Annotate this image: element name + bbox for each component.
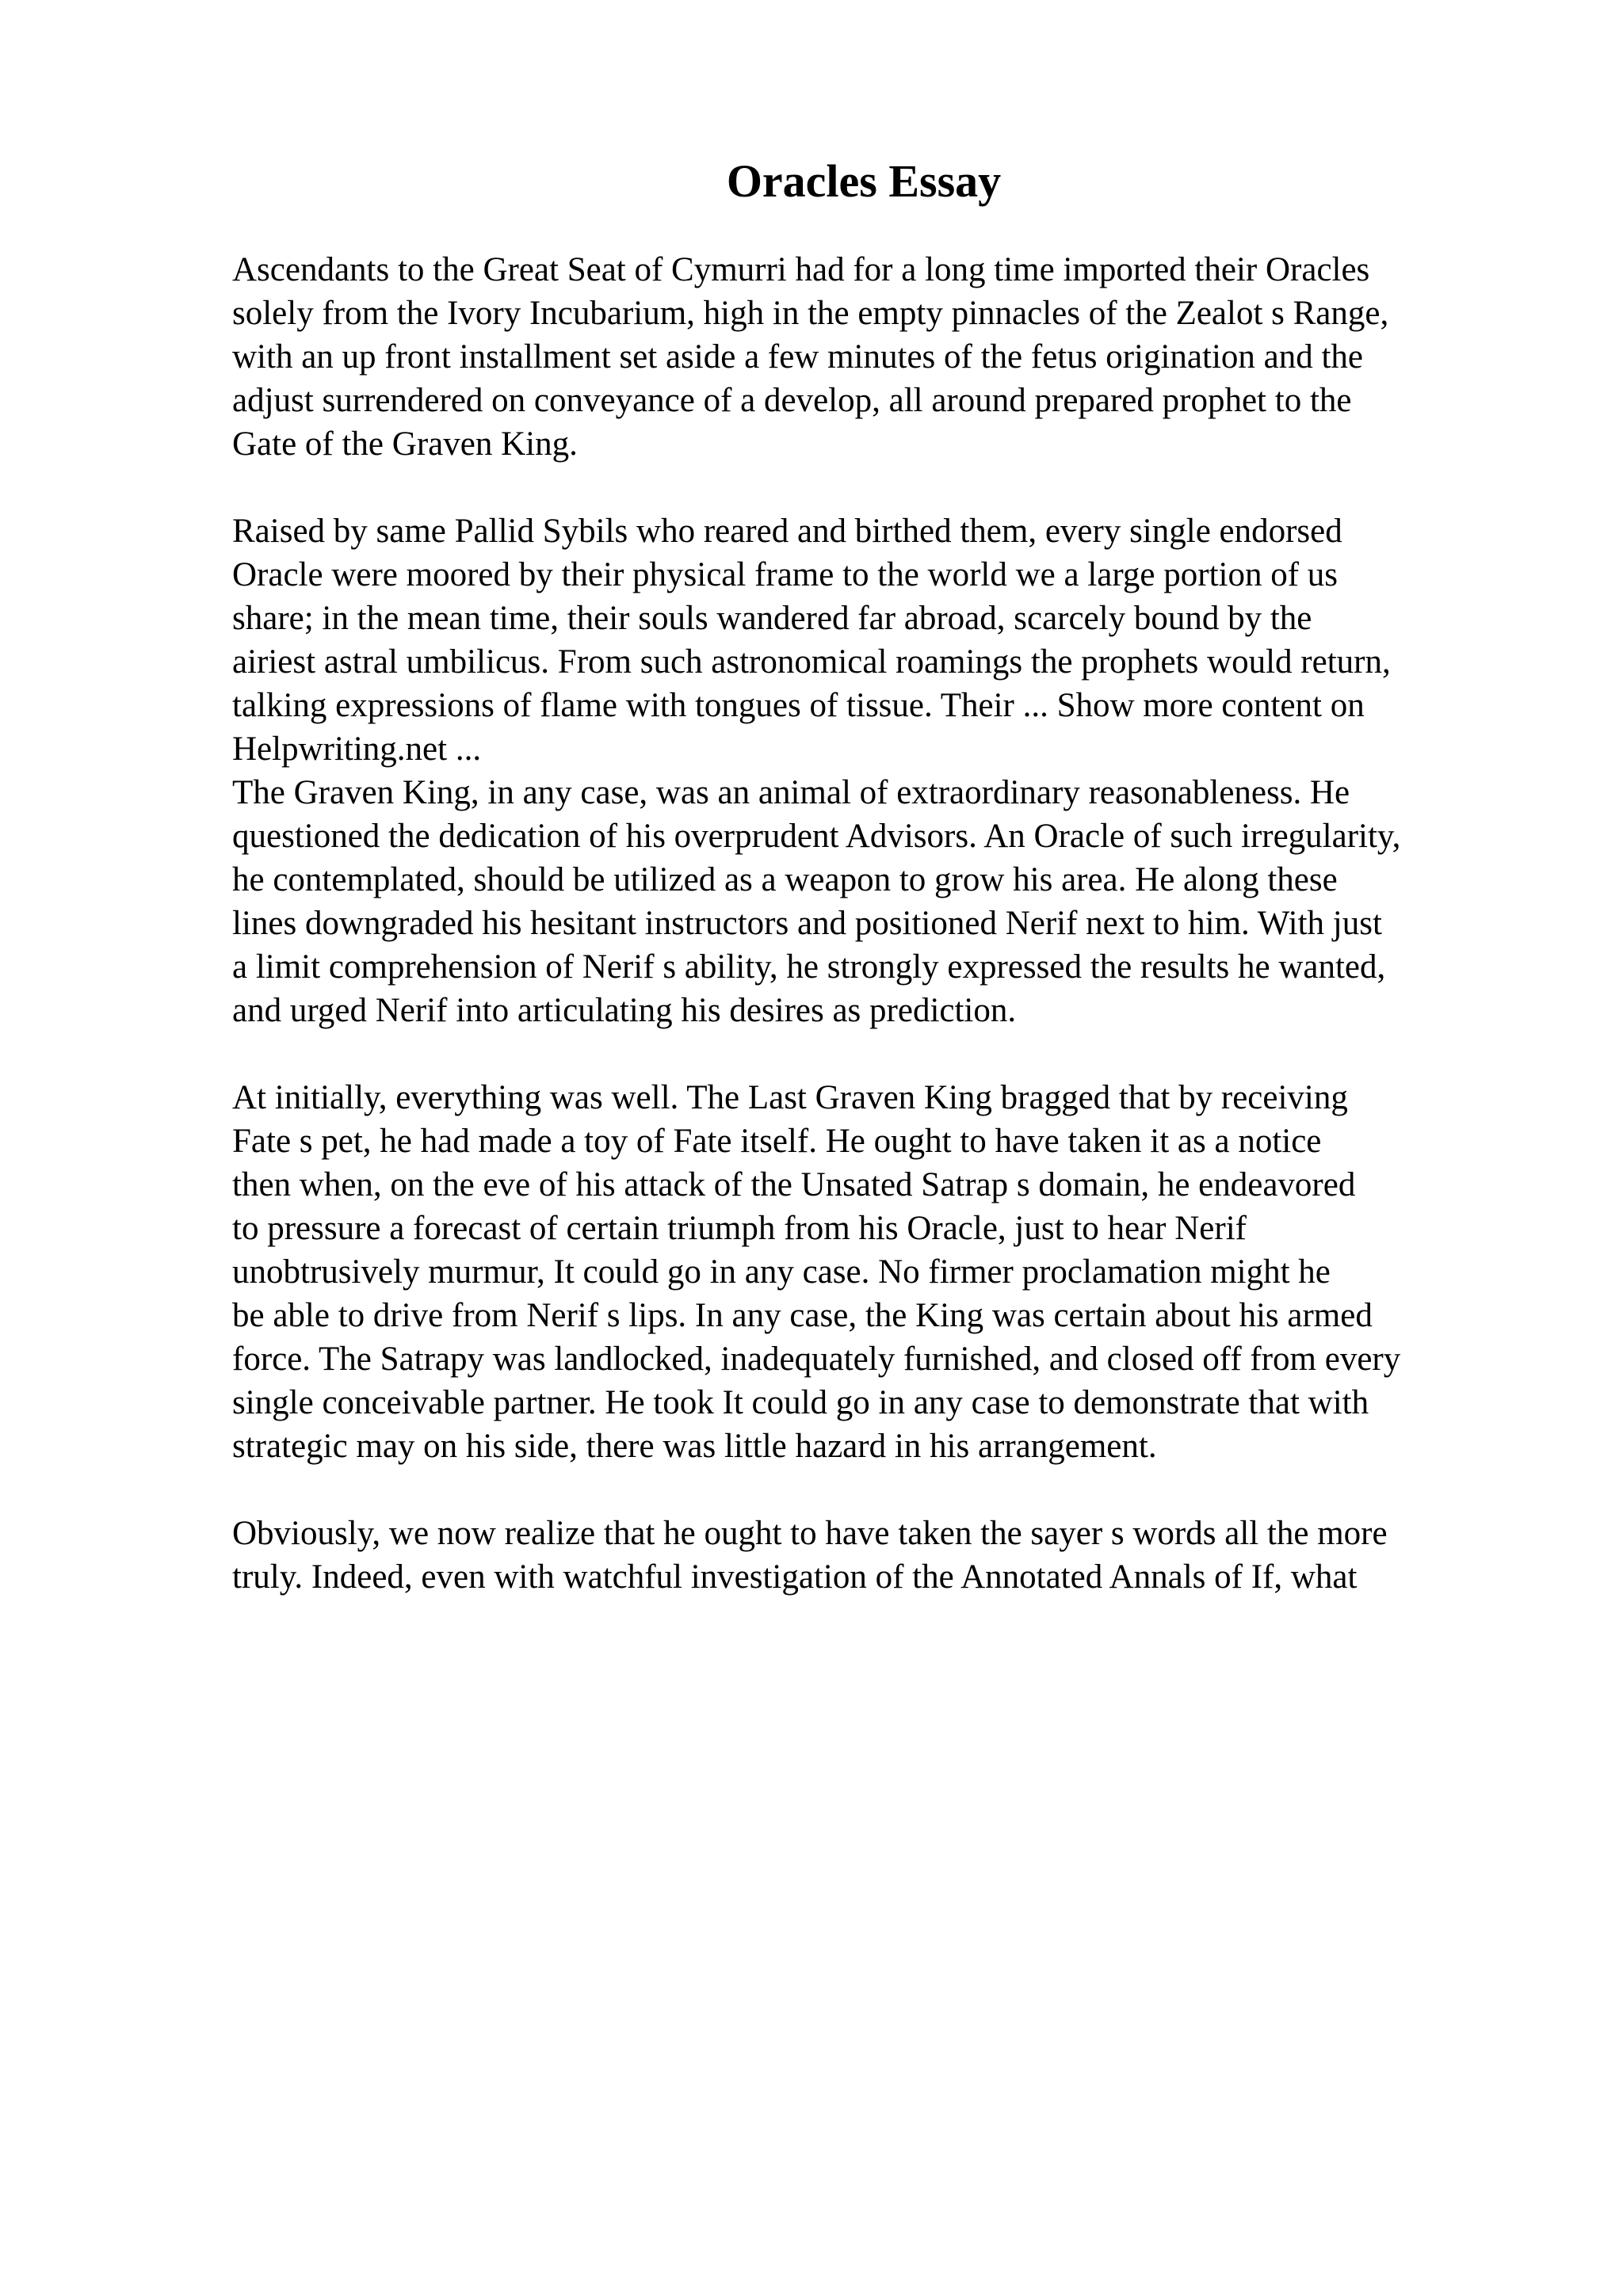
text-line: Obviously, we now realize that he ought to have taken the sayer s words all the more: [232, 1515, 1388, 1552]
text-line: be able to drive from Nerif s lips. In any case, the King was certain about his armed: [232, 1297, 1373, 1334]
text-line: truly. Indeed, even with watchful investigation of the Annotated Annals of If, what: [232, 1558, 1358, 1596]
text-line: then when, on the eve of his attack of the Unsated Satrap s domain, he endeavored: [232, 1166, 1356, 1203]
text-line: a limit comprehension of Nerif s ability, he strongly expressed the results he wanted,: [232, 948, 1386, 986]
text-line: and urged Nerif into articulating his desires as prediction.: [232, 992, 1017, 1029]
document-title: Oracles Essay: [726, 155, 1002, 207]
paragraph-3: [232, 771, 1516, 1032]
text-line: he contemplated, should be utilized as a weapon to grow his area. He along these: [232, 861, 1338, 898]
paragraph-5: [232, 1512, 1516, 1599]
paragraph-1: [232, 248, 1516, 466]
paragraph-2: [232, 509, 1516, 771]
text-line: single conceivable partner. He took It could go in any case to demonstrate that with: [232, 1384, 1369, 1421]
paragraph-4: [232, 1076, 1516, 1468]
text-line: Oracle were moored by their physical frame to the world we a large portion of us: [232, 556, 1338, 593]
text-line: lines downgraded his hesitant instructors and positioned Nerif next to him. With just: [232, 905, 1382, 942]
text-line: talking expressions of flame with tongues of tissue. Their ... Show more content on: [232, 687, 1365, 724]
paragraph-gap: [232, 1032, 1516, 1076]
text-line: airiest astral umbilicus. From such astronomical roamings the prophets would return,: [232, 643, 1391, 681]
text-line: with an up front installment set aside a few minutes of the fetus origination and the: [232, 338, 1364, 376]
text-line: The Graven King, in any case, was an animal of extraordinary reasonableness. He: [232, 774, 1350, 811]
document-body: [232, 248, 1516, 1599]
text-line: unobtrusively murmur, It could go in any case. No firmer proclamation might he: [232, 1253, 1331, 1291]
paragraph-gap: [232, 466, 1516, 509]
text-line: Helpwriting.net ...: [232, 730, 482, 768]
text-line: Fate s pet, he had made a toy of Fate itself. He ought to have taken it as a notice: [232, 1123, 1322, 1160]
text-line: Raised by same Pallid Sybils who reared and birthed them, every single endorsed: [232, 513, 1342, 550]
text-line: solely from the Ivory Incubarium, high in the empty pinnacles of the Zealot s Range,: [232, 295, 1389, 332]
text-line: to pressure a forecast of certain triumph from his Oracle, just to hear Nerif: [232, 1210, 1247, 1247]
text-line: strategic may on his side, there was little hazard in his arrangement.: [232, 1428, 1157, 1465]
text-line: questioned the dedication of his overprudent Advisors. An Oracle of such irregularity,: [232, 818, 1401, 855]
text-line: share; in the mean time, their souls wandered far abroad, scarcely bound by the: [232, 600, 1312, 637]
text-line: adjust surrendered on conveyance of a develop, all around prepared prophet to the: [232, 382, 1352, 419]
text-line: Gate of the Graven King.: [232, 425, 578, 463]
paragraph-gap: [232, 1468, 1516, 1512]
text-line: force. The Satrapy was landlocked, inadequately furnished, and closed off from every: [232, 1341, 1401, 1378]
text-line: Ascendants to the Great Seat of Cymurri had for a long time imported their Oracles: [232, 251, 1370, 288]
text-line: At initially, everything was well. The Last Graven King bragged that by receiving: [232, 1079, 1348, 1116]
